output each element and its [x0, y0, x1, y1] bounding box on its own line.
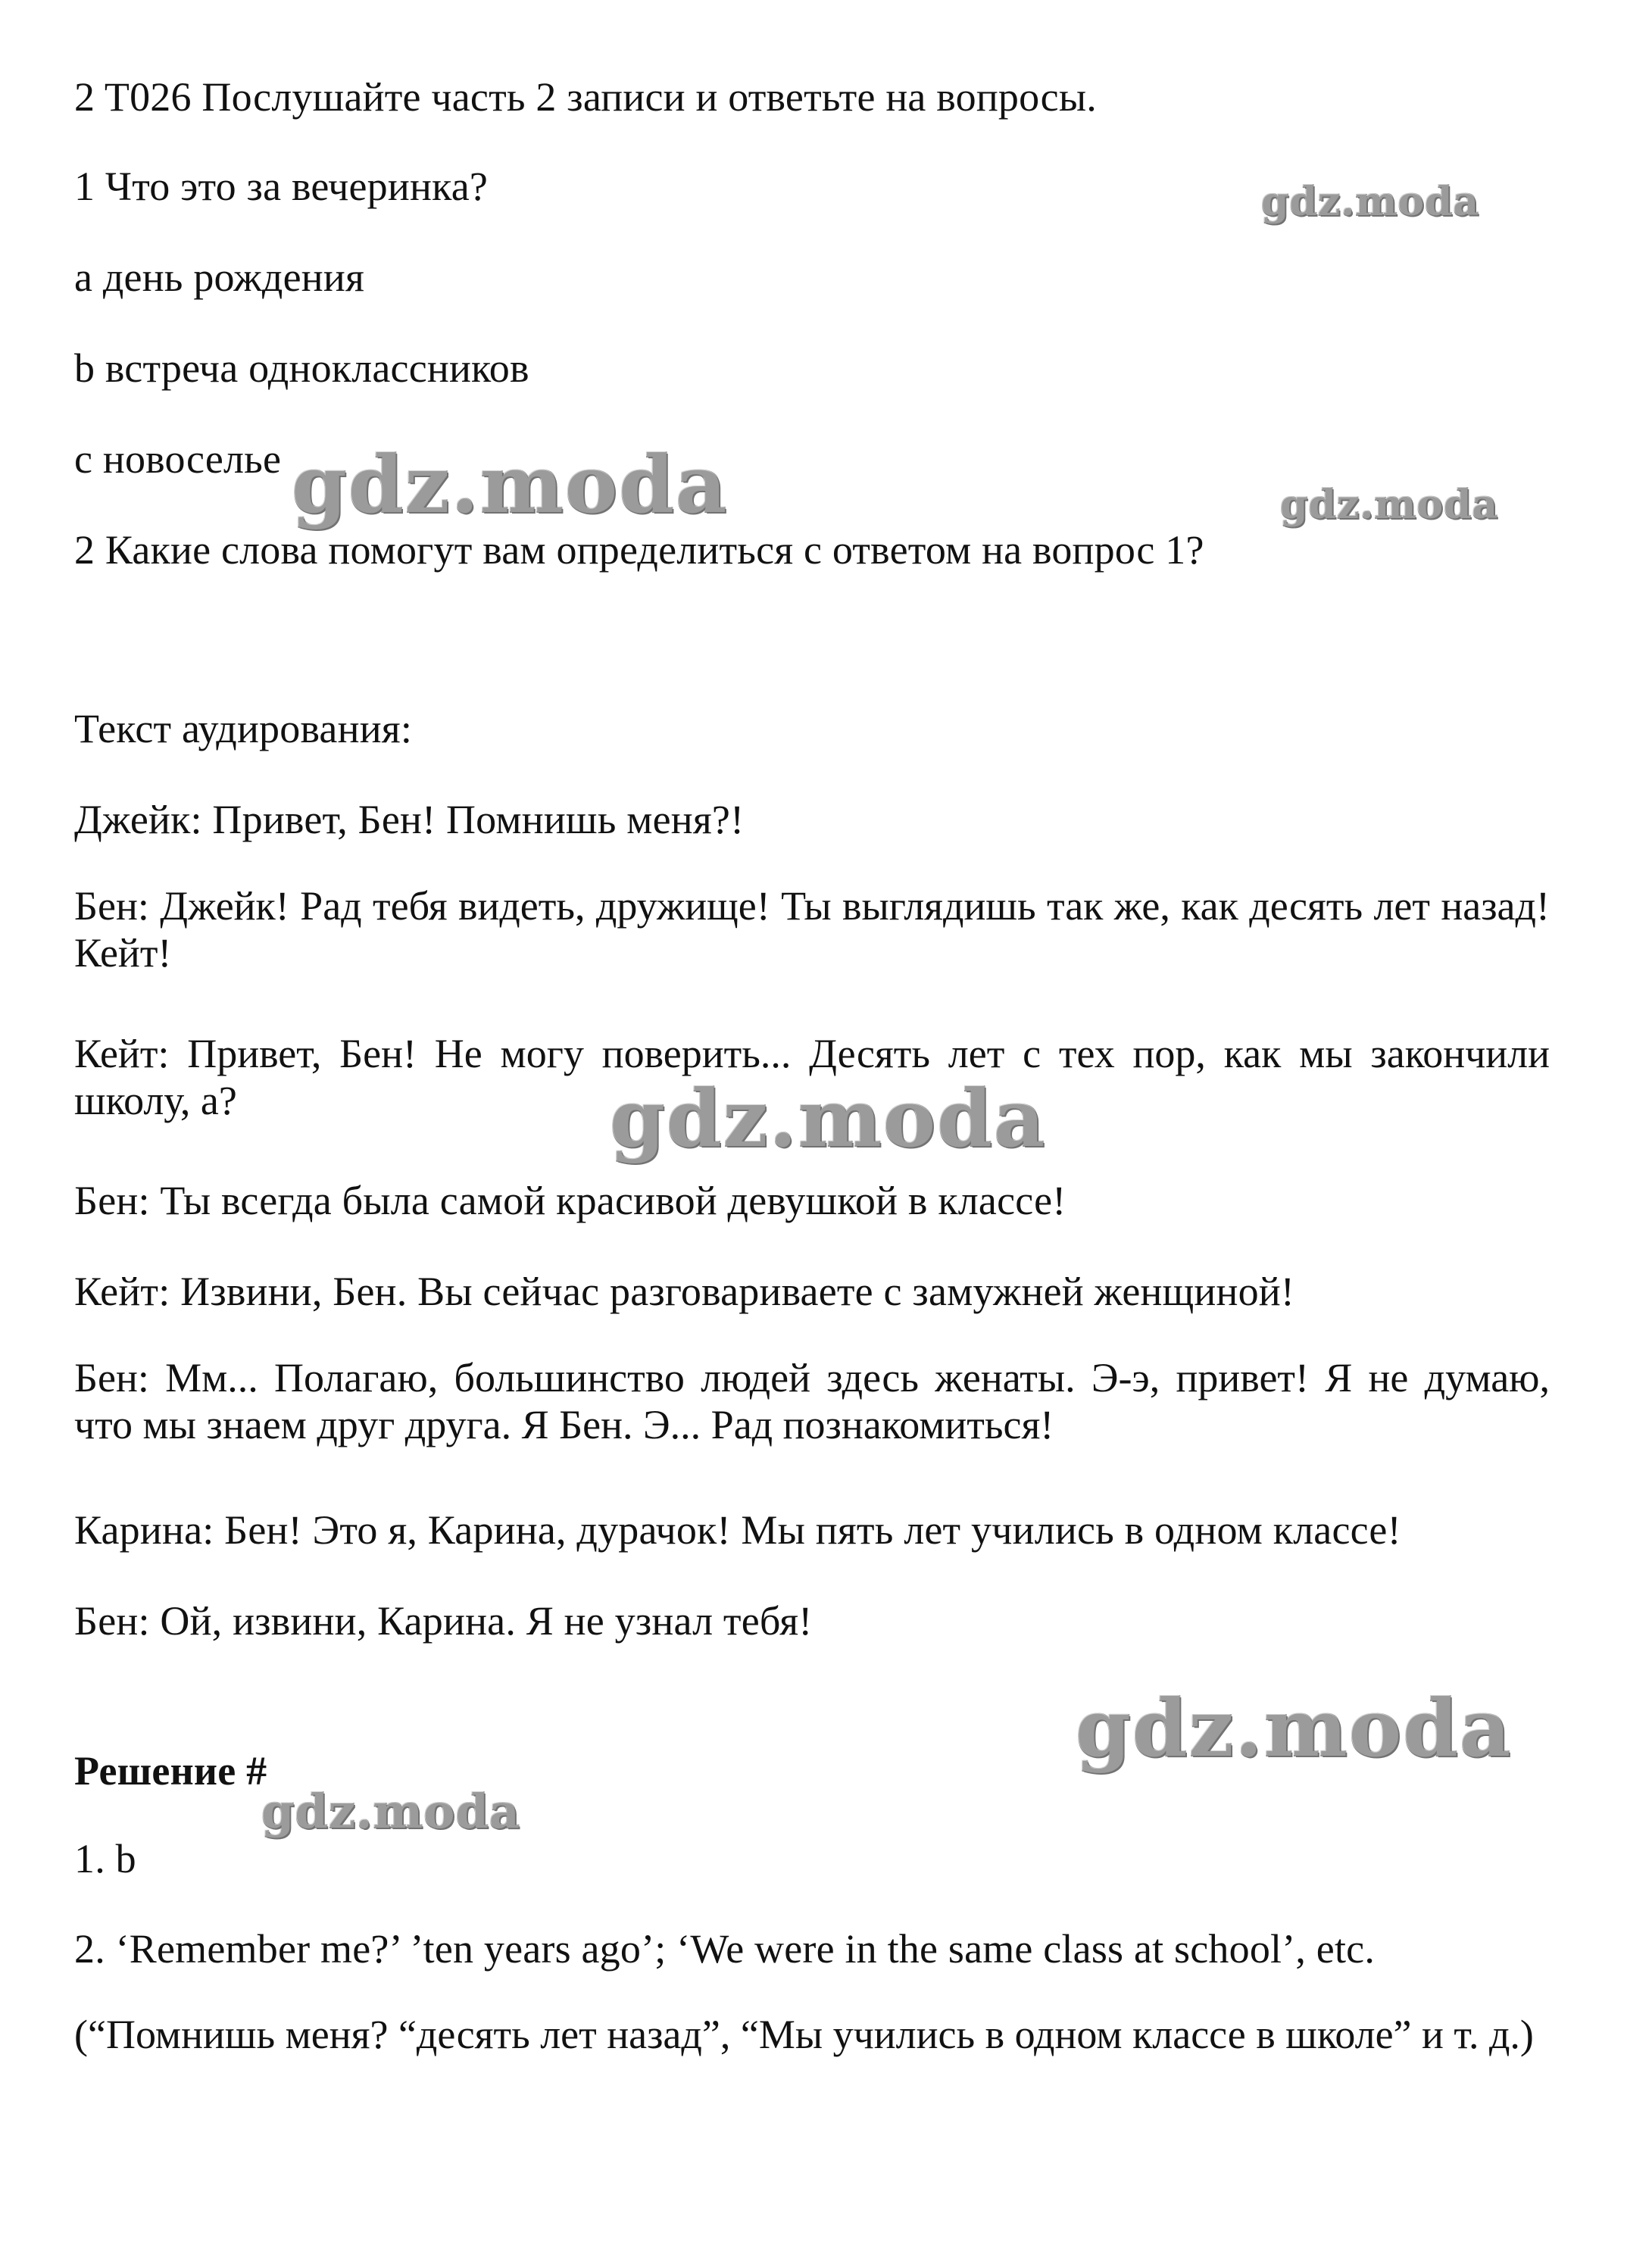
watermark: gdz.moda — [1280, 482, 1499, 528]
solution-answer-1: 1. b — [74, 1836, 136, 1881]
solution-answer-2: 2. ‘Remember me?’ ’ten years ago’; ‘We were in the same class at school’, etc. — [74, 1926, 1376, 1972]
transcript-line-2: Бен: Джейк! Рад тебя видеть, дружище! Ты выглядишь так же, как десять лет назад! Кейт! — [74, 883, 1550, 976]
watermark: gdz.moda — [292, 438, 729, 531]
option-b: b встреча одноклассников — [74, 345, 529, 391]
transcript-line-8: Бен: Ой, извини, Карина. Я не узнал тебя! — [74, 1598, 813, 1644]
transcript-line-4: Бен: Ты всегда была самой красивой девушкой в классе! — [74, 1178, 1066, 1223]
transcript-line-7: Карина: Бен! Это я, Карина, дурачок! Мы пять лет учились в одном классе! — [74, 1507, 1401, 1553]
transcript-line-3: Кейт: Привет, Бен! Не могу поверить... Десять лет с тех пор, как мы закончили школу, а? — [74, 1031, 1550, 1123]
solution-title: Решение # — [74, 1748, 267, 1794]
transcript-line-1: Джейк: Привет, Бен! Помнишь меня?! — [74, 797, 745, 842]
watermark: gdz.moda — [1261, 179, 1480, 225]
watermark: gdz.moda — [261, 1784, 520, 1839]
task-heading: 2 T026 Послушайте часть 2 записи и ответьте на вопросы. — [74, 74, 1098, 120]
watermark: gdz.moda — [1076, 1681, 1513, 1775]
question-2: 2 Какие слова помогут вам определиться с ответом на вопрос 1? — [74, 527, 1204, 573]
option-c: c новоселье — [74, 436, 282, 482]
question-1: 1 Что это за вечеринка? — [74, 164, 489, 209]
watermark: gdz.moda — [610, 1072, 1047, 1165]
transcript-title: Текст аудирования: — [74, 706, 413, 751]
solution-answer-2-translation: (“Помнишь меня? “десять лет назад”, “Мы учились в одном классе в школе” и т. д.) — [74, 2012, 1534, 2057]
option-a: a день рождения — [74, 254, 364, 300]
transcript-line-5: Кейт: Извини, Бен. Вы сейчас разговариваете с замужней женщиной! — [74, 1269, 1295, 1314]
transcript-line-6: Бен: Мм... Полагаю, большинство людей здесь женаты. Э-э, привет! Я не думаю, что мы знаем друг друга. Я Бен. Э... Рад познакомиться! — [74, 1355, 1550, 1447]
